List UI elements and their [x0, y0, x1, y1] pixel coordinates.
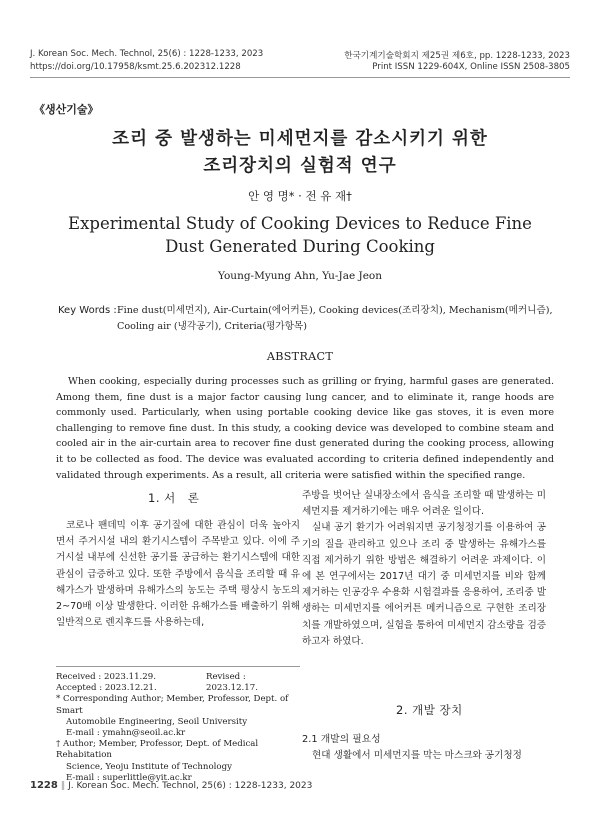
accepted-date: Accepted : 2023.12.21. [56, 683, 157, 694]
footnote-corresponding-line1: * Corresponding Author; Member, Professor, Dept. of Smart [56, 694, 289, 716]
keywords-block [58, 303, 556, 335]
footnote-divider [56, 666, 300, 667]
footnote-author-line1: † Author; Member, Professor, Dept. of Medical Rehabitation [56, 739, 259, 761]
section-tag: 《생산기술》 [34, 103, 99, 116]
keywords-text: Fine dust(미세먼지), Air-Curtain(에어커튼), Cooking devices(조리장치), Mechanism(메커니즘), Cooling air (냉각공기), Criteria(평가항목) [117, 305, 553, 332]
keywords-label: Key Words : [58, 305, 117, 316]
subsection-2-1-body [302, 748, 546, 764]
footnotes [56, 672, 300, 784]
english-title-line1: Experimental Study of Cooking Devices to Reduce Fine [68, 214, 532, 233]
abstract-title: ABSTRACT [266, 350, 334, 363]
english-authors: Young-Myung Ahn, Yu-Jae Jeon [217, 270, 383, 282]
footer-citation: J. Korean Soc. Mech. Technol, 25(6) : 1228-1233, 2023 [68, 781, 313, 791]
korean-title-line2: 조리장치의 실험적 연구 [203, 156, 397, 176]
intro-paragraph: 코로나 팬데믹 이후 공기질에 대한 관심이 더욱 높아지면서 주거시설 내의 환기시스템이 주목받고 있다. 이에 주거시설 내부에 신선한 공기를 공급하는 환기시스템에 대한 관심이 급증하고 있다. 또한 주방에서 음식을 조리할 때 유해가스가 발생하며 유해가스의 농도는 주택 평상시 농도의 2~70배 이상 발생한다. 이러한 유해가스를 배출하기 위해 일반적으로 렌지후드를 사용하는데, [56, 520, 300, 629]
doi-link[interactable]: https://doi.org/10.17958/ksmt.25.6.202312.1228 [30, 62, 241, 72]
footnote-author-email[interactable]: E-mail : superlittle@yit.ac.kr [66, 772, 192, 783]
intro-heading: 1. 서 론 [148, 491, 200, 505]
intro-left-column [56, 518, 300, 631]
page-number: 1228 [30, 780, 58, 791]
korean-authors: 안 영 명* · 전 유 재† [248, 189, 352, 203]
abstract-body: When cooking, especially during processes such as grilling or frying, harmful gases are generated. Among them, fine dust is a major factor causing lung cancer, and to eliminate it, range hoods are commonly used. Particularly, when using portable cooking device like gas stoves, it is even more challenging to remove fine dust. In this study, a cooking device was developed to combine steam and cooled air in the air-curtain area to recover fine dust generated during the cooking process, allowing it to be collected as food. The device was evaluated according to criteria defined independently and validated through experiments. As a result, all criteria were satisfied within the specified range. [56, 376, 554, 481]
header-divider [30, 77, 570, 78]
issn-header: Print ISSN 1229-604X, Online ISSN 2508-3805 [372, 62, 570, 72]
journal-korean-header: 한국기계기술학회지 제25권 제6호, pp. 1228-1233, 2023 [344, 51, 570, 61]
page-footer [30, 780, 312, 791]
english-title-line2: Dust Generated During Cooking [165, 237, 435, 256]
subsection-paragraph: 현대 생활에서 미세먼지를 막는 마스크와 공기청정 [312, 750, 522, 761]
intro-paragraph: 실내 공기 환기가 어려워지면 공기청정기를 이용하여 공기의 질을 관리하고 있으나 조리 중 발생하는 유해가스를 직접 제거하기 위한 방법은 해결하기 어려운 과제이다. 이에 본 연구에서는 2017년 대기 중 미세먼지를 비와 함께 제거하는 인공강우 수용화 시험결과를 응용하여, 조리중 발생하는 미세먼지를 에어커튼 메커니즘으로 구현한 조리장치를 개발하였으며, 실험을 통하여 미세먼지 감소량을 검증하고자 하였다. [302, 522, 546, 647]
footnote-author-line2: Science, Yeoju Institute of Technology [66, 761, 232, 772]
subsection-2-1-heading: 2.1 개발의 필요성 [302, 734, 381, 745]
intro-right-column [302, 488, 546, 650]
section2-heading: 2. 개발 장치 [396, 703, 463, 717]
footnote-corresponding-line2: Automobile Engineering, Seoil University [66, 716, 248, 727]
journal-citation-header: J. Korean Soc. Mech. Technol, 25(6) : 1228-1233, 2023 [30, 49, 264, 59]
footnote-corresponding-email[interactable]: E-mail : ymahn@seoil.ac.kr [66, 728, 186, 739]
korean-title-line1: 조리 중 발생하는 미세먼지를 감소시키기 위한 [112, 129, 488, 149]
received-date: Received : 2023.11.29. [56, 672, 156, 682]
footer-separator: ‖ [60, 781, 69, 791]
intro-paragraph-continued: 주방을 벗어난 실내장소에서 음식을 조리할 때 발생하는 미세먼지를 제거하기에는 매우 어려운 일이다. [302, 490, 546, 518]
revised-date: Revised : 2023.12.17. [206, 672, 258, 694]
